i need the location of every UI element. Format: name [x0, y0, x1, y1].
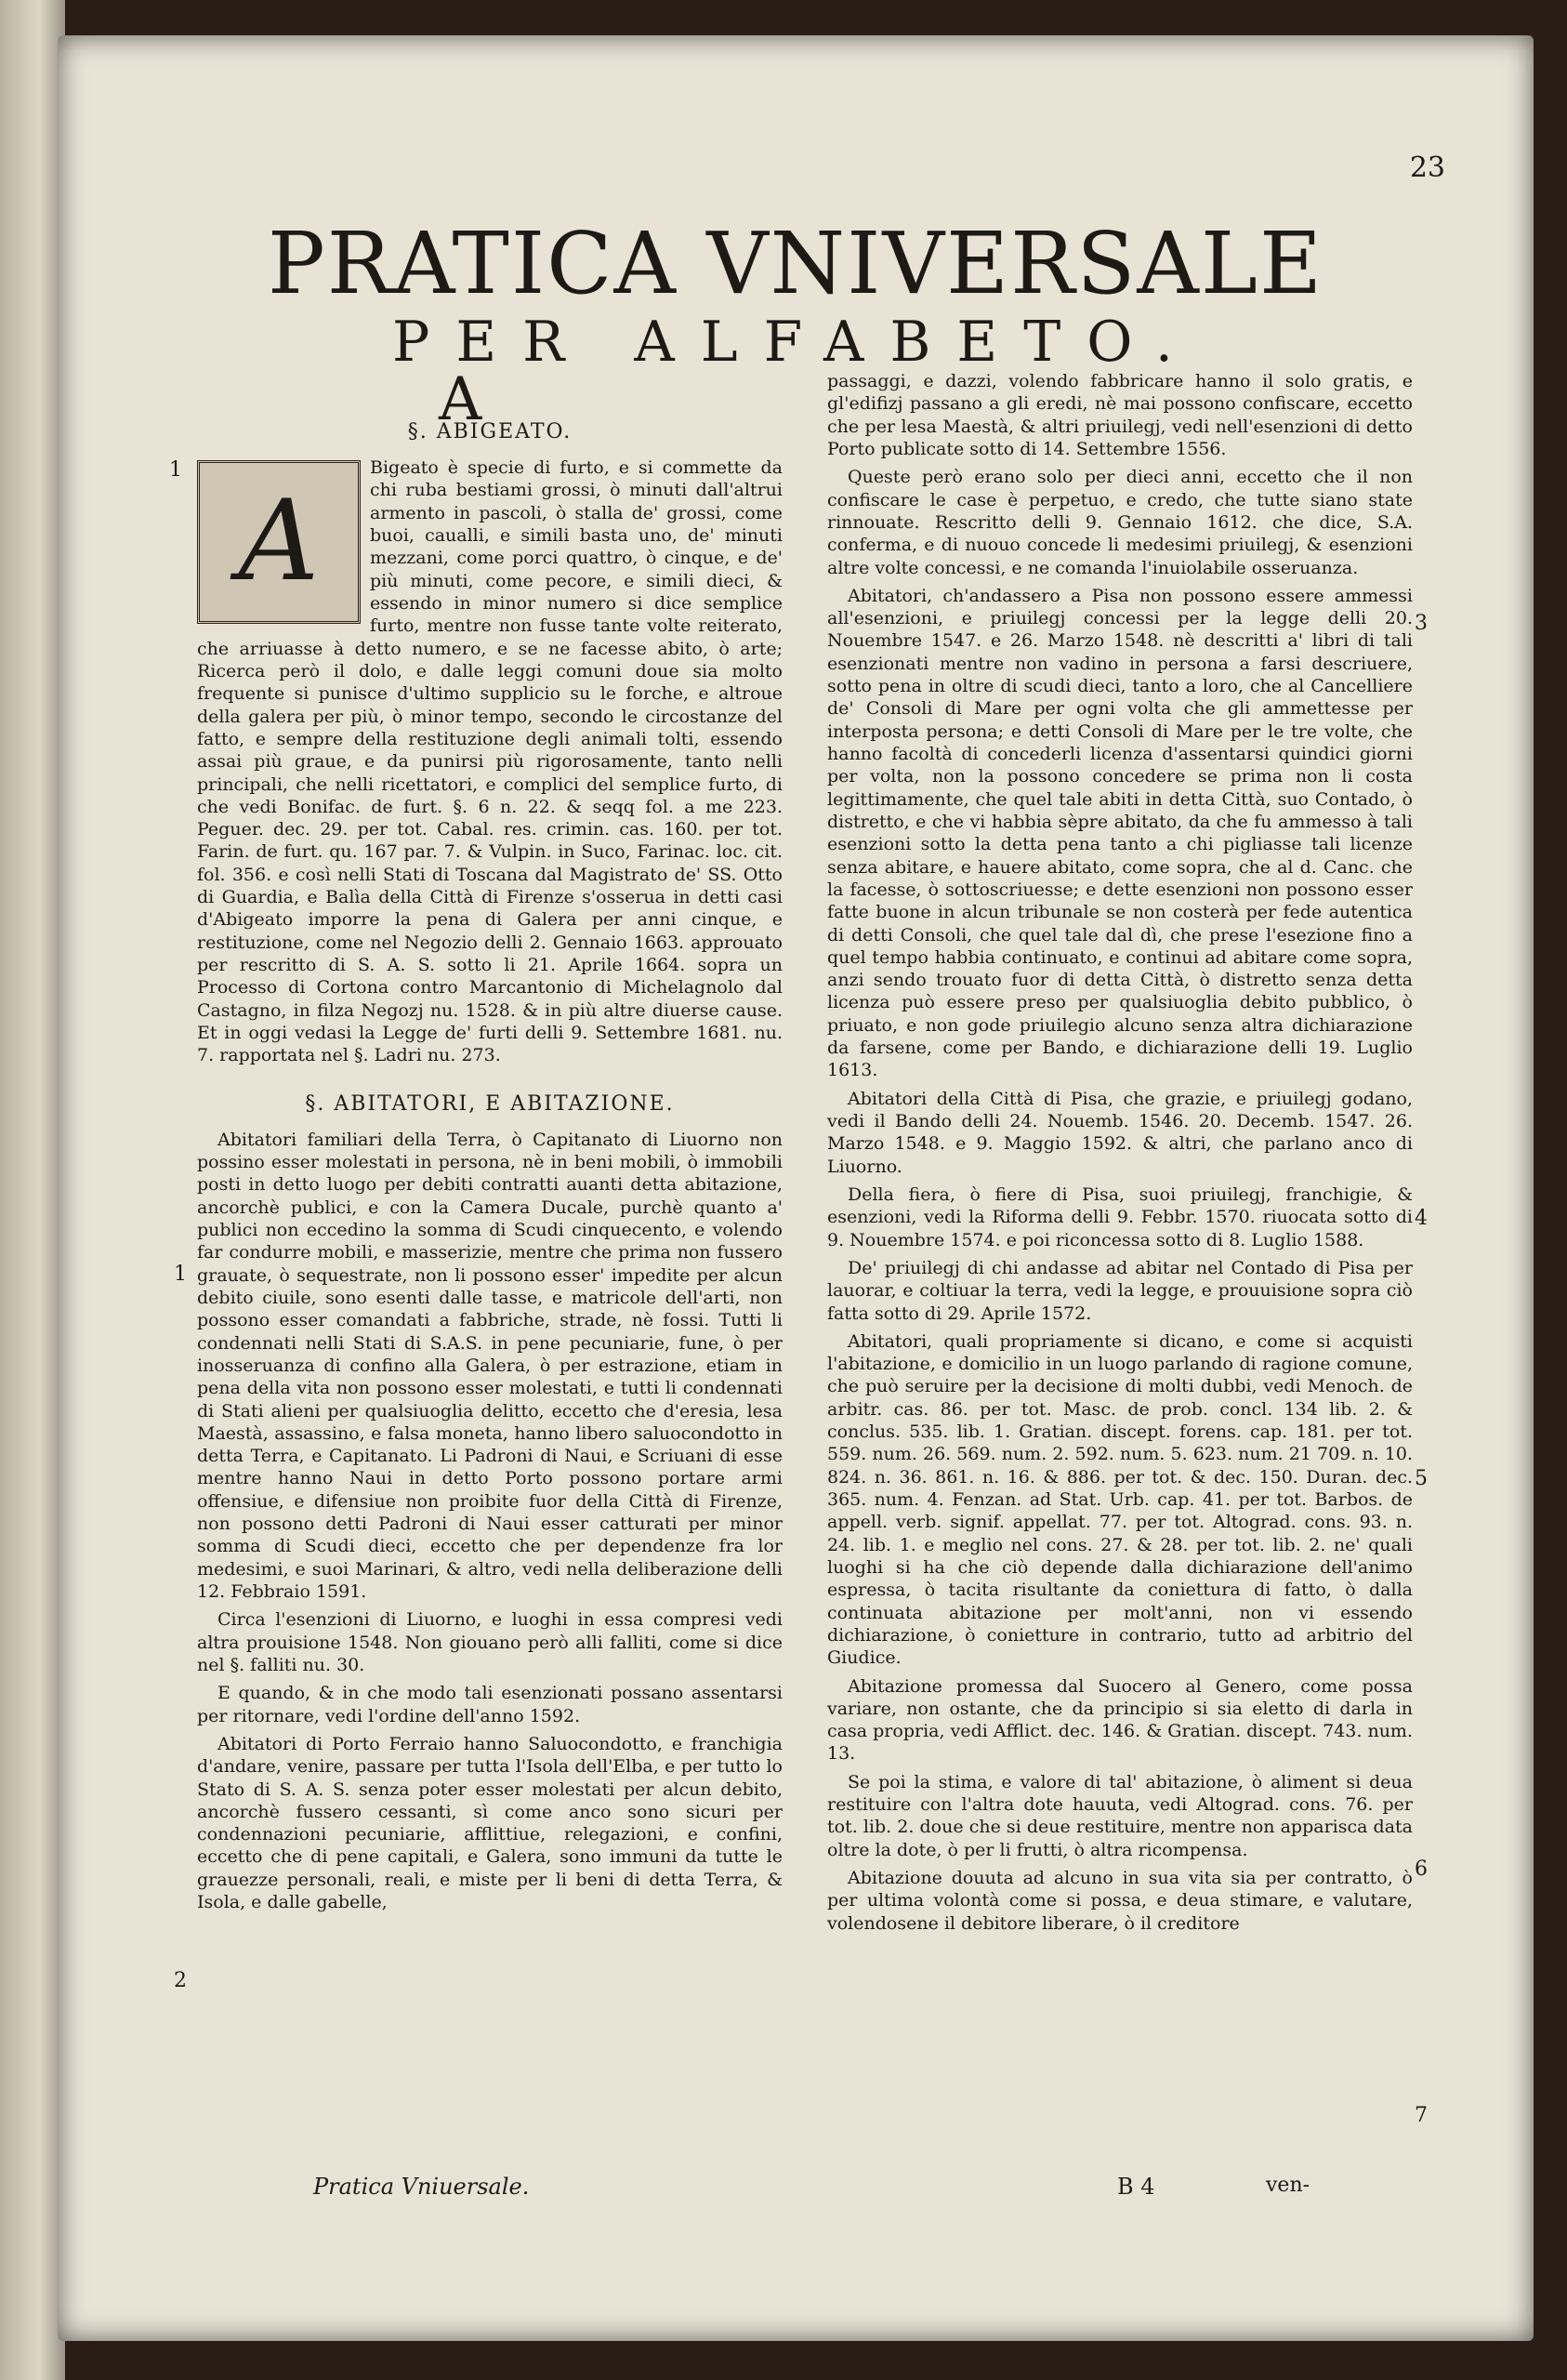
margin-number-left-2: 1: [174, 1263, 187, 1286]
page-subtitle: PER ALFABETO.: [392, 310, 1199, 375]
margin-number-right-3: 3: [1415, 612, 1428, 635]
abitatori-paragraph-2: Circa l'esenzioni di Liuorno, e luoghi in essa compresi vedi altra prouisione 1548. Non giouano però alli falliti, come si dice nel §. falliti nu. 30.: [197, 1609, 783, 1675]
right-paragraph-5: Della fiera, ò fiere di Pisa, suoi priuilegj, franchigie, & esenzioni, vedi la Riforma delli 9. Febbr. 1570. riuocata sotto di 9. Nouembre 1574. e poi riconcessa sotto di 8. Luglio 1588.: [827, 1183, 1413, 1250]
footer-running-title: Pratica Vniuersale.: [313, 2174, 530, 2200]
abitatori-paragraph-3: E quando, & in che modo tali esenzionati possano assentarsi per ritornare, vedi l'ordine dell'anno 1592.: [197, 1683, 783, 1726]
right-paragraph-10: Abitazione douuta ad alcuno in sua vita sia per contratto, ò per ultima volontà come si possa, e deua stimare, e valutare, volendosene il debitore liberare, ò il creditore: [827, 1868, 1413, 1934]
margin-number-right-6: 6: [1415, 1858, 1428, 1881]
footer-catchword: ven-: [1266, 2174, 1310, 2197]
right-column: [827, 370, 1413, 1940]
page-number: 23: [1409, 152, 1445, 184]
right-paragraph-8: Abitazione promessa dal Suocero al Genero, come possa variare, non ostante, che da principio si sia eletto di darla in casa propria, vedi Afflict. dec. 146. & Gratian. discept. 743. num. 13.: [827, 1675, 1413, 1765]
left-column: [197, 403, 783, 1919]
abitatori-paragraph-4: Abitatori di Porto Ferraio hanno Saluocondotto, e franchigia d'andare, venire, passare per tutta l'Isola dell'Elba, e per tutto lo Stato di S. A. S. senza poter esser molestati per alcun debito, ancorchè fussero cessanti, sì come anco sono sicuri per condennazioni pecuniarie, afflittiue, relegazioni, e confini, eccetto che di pene capitali, e Galera, sono immuni da tutte le grauezze personali, reali, e miste per li beni di detta Terra, & Isola, e dalle gabelle,: [197, 1733, 783, 1913]
book-page: [58, 35, 1534, 2341]
right-paragraph-3: Abitatori, ch'andassero a Pisa non possono essere ammessi all'esenzioni, e priuilegj concessi per la legge delli 20. Nouembre 1547. e 26. Marzo 1548. nè descritti a' libri di tali esenzionati mentre non vadino in persona a farsi descriuere, sotto pena in oltre di scudi dieci, tanto a loro, che al Cancelliere de' Consoli di Mare per ogni volta che gli ammettesse per interposta persona; e detti Consoli di Mare per le tre volte, che hanno facoltà di concederli licenza d'assentarsi quindici giorni per volta, non la possono concedere se prima non li costa legittimamente, che quel tale abiti in detta Città, suo Contado, ò distretto, e che vi habbia sèpre abitato, da che fu ammesso à tali esenzioni sotto la detta pena tanto a chi pigliasse tali licenze senza abitare, e hauere abitato, come sopra, che al d. Canc. che la facesse, ò sottoscriuesse; e dette esenzioni non possono esser fatte buone in alcun tribunale se non costerà per fede autentica di detti Consoli, che quel tale dal dì, che prese l'esezione fino a quel tempo habbia continuato, e continui ad abitare come sopra, anzi sendo trouato fuor di detta Città, ò distretto senza detta licenza può essere preso per qualsiuoglia debito pubblico, ò priuato, e non gode priuilegio alcuno senza altra dichiarazione da farsene, come per Bando, e dichiarazione delli 19. Luglio 1613.: [827, 585, 1413, 1081]
footer-signature: B 4: [1117, 2174, 1155, 2200]
left-page-edge: [0, 0, 65, 2380]
drop-cap: A: [197, 460, 361, 624]
right-paragraph-1: passaggi, e dazzi, volendo fabbricare hanno il solo gratis, e gl'edifizj passano a gli eredi, nè mai possono confiscare, eccetto che per lesa Maestà, & altri priuilegj, vedi nell'esenzioni di detto Porto publicate sotto di 14. Settembre 1556.: [827, 371, 1413, 459]
right-paragraph-2: Queste però erano solo per dieci anni, eccetto che il non confiscare le case è perpetuo, e credo, che tutte siano state rinnouate. Rescritto delli 9. Gennaio 1612. che dice, S.A. conferma, e di nuouo concede li medesimi priuilegj, & esenzioni altre volte concessi, e ne comanda l'inuiolabile osseruanza.: [827, 467, 1413, 578]
right-paragraph-4: Abitatori della Città di Pisa, che grazie, e priuilegj godano, vedi il Bando delli 24. Nouemb. 1546. 20. Decemb. 1547. 26. Marzo 1548. e 9. Maggio 1592. & altri, che parlano anco di Liuorno.: [827, 1088, 1413, 1177]
margin-number-right-5: 5: [1415, 1467, 1428, 1490]
heading-abigeato: §. ABIGEATO.: [407, 420, 573, 443]
margin-number-right-7: 7: [1415, 2104, 1428, 2127]
margin-number-left-1: 1: [169, 458, 182, 482]
abitatori-paragraph-1: Abitatori familiari della Terra, ò Capitanato di Liuorno non possino esser molestati in persona, nè in beni mobili, ò immobili posti in detto luogo per debiti contratti auanti detta abitazione, ancorchè publici, e con la Camera Ducale, purchè quanto a' publici non eccedino la somma di Scudi cinquecento, e volendo far condurre mobili, e masserizie, mentre che prima non fussero grauate, ò sequestrate, non li possono esser' impedite per alcun debito ciuile, sono esenti dalle tasse, e matricole dell'arti, non possono esser comandati a fabbriche, strade, nè fossi. Tutti li condennati nelli Stati di S.A.S. in pene pecuniarie, fune, ò per inosseruanza di confino alla Galera, ò per estrazione, etiam in pena della vita non possono esser molestati, e tutti li condennati di Stati alieni per qualsiuoglia delitto, eccetto che d'eresia, lesa Maestà, assassino, e falsa moneta, hanno libero saluocondotto in detta Terra, e Capitanato. Li Padroni di Naui, e Scriuani di esse mentre hanno Naui in detto Porto possono portare armi offensiue, e difensiue non proibite fuor della Città di Firenze, non possono detti Padroni di Naui esser catturati per minor somma di Scudi dieci, eccetto che per dependenze fra lor medesimi, e suoi Marinari, & altro, vedi nella deliberazione delli 12. Febbraio 1591.: [197, 1129, 783, 1602]
heading-abitatori: §. ABITATORI, E ABITAZIONE.: [305, 1091, 675, 1116]
right-paragraph-9: Se poi la stima, e valore di tal' abitazione, ò aliment si deua restituire con l'altra dote hauuta, vedi Altograd. cons. 76. per tot. lib. 2. doue che si deue restituire, mentre non apparisca data oltre la dote, ò per li frutti, ò altra ricompensa.: [827, 1771, 1413, 1860]
margin-number-left-3: 2: [174, 1969, 187, 1992]
right-paragraph-6: De' priuilegj di chi andasse ad abitar nel Contado di Pisa per lauorar, e coltiuar la terra, vedi la legge, e prouuisione sopra ciò fatta sotto di 29. Aprile 1572.: [827, 1257, 1413, 1324]
right-paragraph-7: Abitatori, quali propriamente si dicano, e come si acquisti l'abitazione, e domicilio in un luogo parlando di ragione comune, che può seruire per la decisione di molti dubbi, vedi Menoch. de arbitr. cas. 86. per tot. Masc. de prob. concl. 134 lib. 2. & conclus. 535. lib. 1. Gratian. discept. forens. cap. 181. per tot. 559. num. 26. 569. num. 2. 592. num. 5. 623. num. 21 709. n. 10. 824. n. 36. 861. n. 16. & 886. per tot. & dec. 150. Duran. dec. 365. num. 4. Fenzan. ad Stat. Urb. cap. 41. per tot. Barbos. de appell. verb. signif. appellat. 77. per tot. Altograd. cons. 93. n. 24. lib. 1. e meglio nel cons. 27. & 28. per tot. lib. 2. ne' quali luoghi si ha che ciò depende dalla dichiarazione dell'animo espressa, ò tacita risultante da coniettura di fatto, ò dalla continuata abitazione per molt'anni, non vi essendo dichiarazione, ò conietture in contrario, tutto ad arbitrio del Giudice.: [827, 1330, 1413, 1669]
margin-number-right-4: 4: [1415, 1207, 1428, 1230]
page-title: PRATICA VNIVERSALE: [267, 214, 1324, 313]
section-letter: A: [439, 365, 482, 434]
abigeato-text: Bigeato è specie di furto, e si commette da chi ruba bestiami grossi, ò minuti dall'altrui armento in pascoli, ò stalla de' grossi, come buoi, caualli, e simili basta uno, de' minuti mezzani, come porci quattro, ò cinque, e de' più minuti, come pecore, e simili dieci, & essendo in minor numero si dice semplice furto, mentre non fusse tante volte reiterato, che arriuasse à detto numero, e se ne facesse abito, ò arte; Ricerca però il dolo, e dalle leggi comuni doue sia molto frequente si punisce d'ultimo supplicio su le forche, e altroue della galera per più, ò minor tempo, secondo le circostanze del fatto, e sempre della restituzione degli animali tolti, essendo assai più graue, e da punirsi più rigorosamente, tanto nelli principali, che nelli ricettatori, e complici del semplice furto, di che vedi Bonifac. de furt. §. 6 n. 22. & seqq fol. a me 223. Peguer. dec. 29. per tot. Cabal. res. crimin. cas. 160. per tot. Farin. de furt. qu. 167 par. 7. & Vulpin. in Suco, Farinac. loc. cit. fol. 356. e così nelli Stati di Toscana dal Magistrato de' SS. Otto di Guardia, e Balìa della Città di Firenze s'osserua in detti casi d'Abigeato imporre la pena di Galera per anni cinque, e restituzione, come nel Negozio delli 2. Gennaio 1663. approuato per rescritto di S. A. S. sotto li 21. Aprile 1664. sopra un Processo di Cortona contro Marcantonio di Michelagnolo dal Castagno, in filza Negozj nu. 1528. & in più altre diuerse cause. Et in oggi vedasi la Legge de' furti delli 9. Settembre 1681. nu. 7. rapportata nel §. Ladri nu. 273.: [197, 457, 783, 1066]
